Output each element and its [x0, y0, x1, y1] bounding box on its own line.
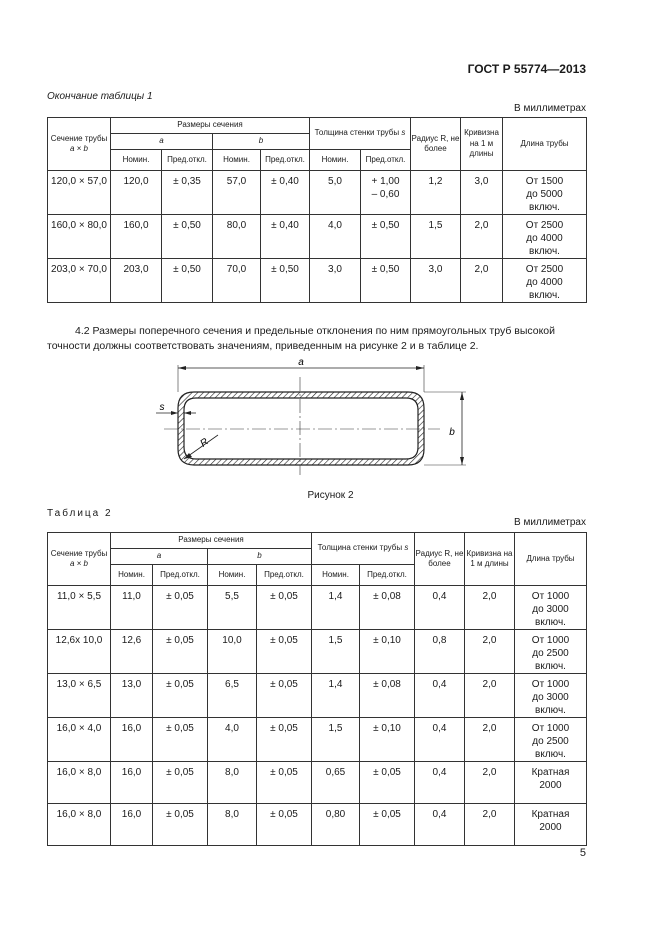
cell-section: 203,0 × 70,0: [48, 259, 111, 303]
cell-b-tol: ± 0,05: [257, 804, 312, 846]
cell-b-nom: 70,0: [213, 259, 261, 303]
cell-radius: 0,4: [415, 586, 465, 630]
cell-b-tol: ± 0,40: [261, 171, 310, 215]
cell-curvature: 2,0: [465, 586, 515, 630]
cell-s-tol: + 1,00 – 0,60: [361, 171, 411, 215]
col-header-a: a: [111, 134, 213, 150]
col-header-a: a: [111, 549, 208, 565]
cell-section: 16,0 × 8,0: [48, 762, 111, 804]
col-header-thickness: Толщина стенки трубы s: [312, 533, 415, 565]
cell-radius: 0,4: [415, 804, 465, 846]
cell-s-nom: 1,4: [312, 586, 360, 630]
cell-s-nom: 1,5: [312, 630, 360, 674]
col-header-nom: Номин.: [111, 565, 153, 586]
col-header-tol: Пред.откл.: [162, 150, 213, 171]
cell-a-tol: ± 0,05: [153, 630, 208, 674]
col-header-nom: Номин.: [111, 150, 162, 171]
cell-b-nom: 10,0: [208, 630, 257, 674]
cell-a-nom: 203,0: [111, 259, 162, 303]
col-header-radius: Радиус R, не более: [411, 118, 461, 171]
col-header-b: b: [213, 134, 310, 150]
paragraph-4-2: 4.2 Размеры поперечного сечения и предельные отклонения по ним прямоугольных труб высокой точности должны соответствовать значениям, приведенным на рисунке 2 и в таблице 2.: [47, 325, 556, 352]
col-header-section: Сечение трубы a × b: [48, 118, 111, 171]
cell-s-tol: ± 0,10: [360, 718, 415, 762]
cell-s-tol: ± 0,50: [361, 215, 411, 259]
cell-a-tol: ± 0,35: [162, 171, 213, 215]
cell-s-nom: 1,5: [312, 718, 360, 762]
table-row: [48, 171, 587, 215]
cell-curvature: 2,0: [465, 718, 515, 762]
tube-cross-section-drawing: [150, 355, 490, 480]
cell-s-tol: ± 0,05: [360, 804, 415, 846]
cell-length: От 1000 до 2500 включ.: [515, 718, 587, 762]
cell-radius: 0,4: [415, 674, 465, 718]
col-header-tol: Пред.откл.: [360, 565, 415, 586]
table1-continuation-note: Окончание таблицы 1: [47, 91, 153, 102]
cell-a-nom: 12,6: [111, 630, 153, 674]
cell-s-tol: ± 0,50: [361, 259, 411, 303]
table-row: [48, 259, 587, 303]
cell-section: 12,6х 10,0: [48, 630, 111, 674]
col-header-section: Сечение трубы a × b: [48, 533, 111, 586]
cell-s-tol: ± 0,08: [360, 586, 415, 630]
cell-b-nom: 4,0: [208, 718, 257, 762]
col-header-b: b: [208, 549, 312, 565]
label-a: a: [298, 357, 304, 368]
cell-b-nom: 8,0: [208, 804, 257, 846]
table-row: [48, 762, 587, 804]
cell-length: Кратная 2000: [515, 762, 587, 804]
cell-a-nom: 16,0: [111, 762, 153, 804]
standard-number: ГОСТ Р 55774—2013: [467, 62, 586, 76]
table2-title: Таблица 2: [47, 508, 113, 519]
col-header-nom: Номин.: [310, 150, 361, 171]
cell-s-nom: 5,0: [310, 171, 361, 215]
cell-a-nom: 11,0: [111, 586, 153, 630]
col-header-tol: Пред.откл.: [261, 150, 310, 171]
table1-units: В миллиметрах: [514, 103, 586, 114]
cell-b-tol: ± 0,50: [261, 259, 310, 303]
cell-curvature: 2,0: [465, 804, 515, 846]
col-header-radius: Радиус R, не более: [415, 533, 465, 586]
cell-section: 16,0 × 4,0: [48, 718, 111, 762]
table-row: [48, 586, 587, 630]
cell-a-nom: 16,0: [111, 718, 153, 762]
cell-b-tol: ± 0,05: [257, 674, 312, 718]
cell-length: От 1500 до 5000 включ.: [503, 171, 587, 215]
cell-curvature: 2,0: [465, 674, 515, 718]
figure-2-tube-section: [150, 355, 490, 480]
cell-curvature: 2,0: [461, 259, 503, 303]
col-header-length: Длина трубы: [503, 118, 587, 171]
cell-length: От 1000 до 3000 включ.: [515, 586, 587, 630]
cell-section: 13,0 × 6,5: [48, 674, 111, 718]
table-2: [47, 532, 587, 846]
cell-length: От 1000 до 2500 включ.: [515, 630, 587, 674]
cell-radius: 1,2: [411, 171, 461, 215]
cell-s-nom: 0,80: [312, 804, 360, 846]
cell-section: 11,0 × 5,5: [48, 586, 111, 630]
cell-b-nom: 57,0: [213, 171, 261, 215]
cell-a-nom: 16,0: [111, 804, 153, 846]
cell-b-nom: 5,5: [208, 586, 257, 630]
cell-a-tol: ± 0,05: [153, 674, 208, 718]
cell-radius: 3,0: [411, 259, 461, 303]
table-row: [48, 804, 587, 846]
table-row: [48, 215, 587, 259]
cell-a-tol: ± 0,50: [162, 259, 213, 303]
cell-a-tol: ± 0,05: [153, 804, 208, 846]
table-row: [48, 718, 587, 762]
cell-radius: 1,5: [411, 215, 461, 259]
label-b: b: [449, 427, 455, 438]
cell-b-tol: ± 0,40: [261, 215, 310, 259]
table2-units: В миллиметрах: [514, 517, 586, 528]
cell-b-tol: ± 0,05: [257, 630, 312, 674]
col-header-sizes: Размеры сечения: [111, 118, 310, 134]
cell-a-nom: 160,0: [111, 215, 162, 259]
cell-s-nom: 0,65: [312, 762, 360, 804]
label-r: R: [198, 436, 211, 450]
cell-a-tol: ± 0,05: [153, 586, 208, 630]
cell-curvature: 2,0: [465, 762, 515, 804]
cell-length: От 1000 до 3000 включ.: [515, 674, 587, 718]
cell-radius: 0,4: [415, 718, 465, 762]
col-header-curvature: Кривизна на 1 м длины: [461, 118, 503, 171]
cell-a-nom: 13,0: [111, 674, 153, 718]
cell-length: От 2500 до 4000 включ.: [503, 259, 587, 303]
col-header-tol: Пред.откл.: [153, 565, 208, 586]
cell-curvature: 2,0: [461, 215, 503, 259]
cell-section: 120,0 × 57,0: [48, 171, 111, 215]
cell-length: От 2500 до 4000 включ.: [503, 215, 587, 259]
col-header-thickness: Толщина стенки трубы s: [310, 118, 411, 150]
cell-section: 16,0 × 8,0: [48, 804, 111, 846]
cell-curvature: 3,0: [461, 171, 503, 215]
cell-a-tol: ± 0,50: [162, 215, 213, 259]
cell-b-nom: 6,5: [208, 674, 257, 718]
cell-radius: 0,8: [415, 630, 465, 674]
col-header-tol: Пред.откл.: [257, 565, 312, 586]
cell-a-tol: ± 0,05: [153, 718, 208, 762]
col-header-length: Длина трубы: [515, 533, 587, 586]
cell-b-nom: 80,0: [213, 215, 261, 259]
cell-b-tol: ± 0,05: [257, 762, 312, 804]
figure-caption: Рисунок 2: [307, 490, 354, 501]
col-header-nom: Номин.: [208, 565, 257, 586]
cell-b-tol: ± 0,05: [257, 718, 312, 762]
tube-wall: [178, 392, 424, 465]
cell-s-nom: 3,0: [310, 259, 361, 303]
cell-curvature: 2,0: [465, 630, 515, 674]
col-header-nom: Номин.: [312, 565, 360, 586]
col-header-nom: Номин.: [213, 150, 261, 171]
col-header-curvature: Кривизна на 1 м длины: [465, 533, 515, 586]
cell-b-nom: 8,0: [208, 762, 257, 804]
cell-s-tol: ± 0,10: [360, 630, 415, 674]
cell-section: 160,0 × 80,0: [48, 215, 111, 259]
page-number: 5: [579, 847, 586, 859]
cell-a-tol: ± 0,05: [153, 762, 208, 804]
label-s: s: [159, 402, 165, 413]
cell-s-tol: ± 0,08: [360, 674, 415, 718]
cell-radius: 0,4: [415, 762, 465, 804]
col-header-sizes: Размеры сечения: [111, 533, 312, 549]
cell-s-tol: ± 0,05: [360, 762, 415, 804]
table-row: [48, 630, 587, 674]
cell-b-tol: ± 0,05: [257, 586, 312, 630]
cell-s-nom: 4,0: [310, 215, 361, 259]
col-header-tol: Пред.откл.: [361, 150, 411, 171]
table-1: [47, 117, 587, 303]
table-row: [48, 674, 587, 718]
cell-s-nom: 1,4: [312, 674, 360, 718]
cell-a-nom: 120,0: [111, 171, 162, 215]
cell-length: Кратная 2000: [515, 804, 587, 846]
